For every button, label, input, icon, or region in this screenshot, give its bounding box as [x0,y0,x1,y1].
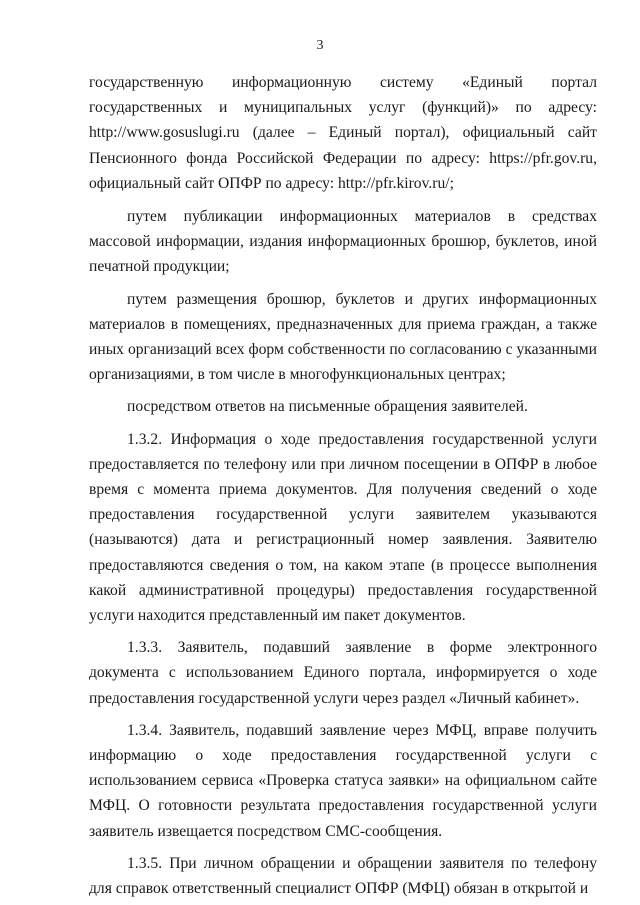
paragraph-brochures-placement: путем размещения брошюр, буклетов и других информационных материалов в помещениях, предназначенных для приема граждан, а также иных организаций всех форм собственности по согласованию с указанными организациями, в том числе в многофункциональных центрах; [89,290,597,384]
body-text [89,70,597,901]
paragraph-section-1-3-4: 1.3.4. Заявитель, подавший заявление через МФЦ, вправе получить информацию о ходе предоставления государственной услуги с использованием сервиса «Проверка статуса заявки» на официальном сайте МФЦ. О готовности результата предоставления государственной услуги заявитель извещается посредством СМС-сообщения. [89,721,597,840]
paragraph-media-publication: путем публикации информационных материалов в средствах массовой информации, издания информационных брошюр, буклетов, иной печатной продукции; [89,208,597,276]
paragraph-portal-addresses: государственную информационную систему «Единый портал государственных и муниципальных услуг (функций)» по адресу: http://www.gosuslugi.ru (далее – Единый портал), официальный сайт Пенсионного фонда Российской Федерации по адресу: https://pfr.gov.ru, официальный сайт ОПФР по адресу: http://pfr.kirov.ru/; [89,74,597,192]
paragraph-section-1-3-3: 1.3.3. Заявитель, подавший заявление в форме электронного документа с использованием Единого портала, информируется о ходе предоставления государственной услуги через раздел «Личный кабинет». [89,639,597,707]
page-number: 3 [316,38,324,53]
paragraph-section-1-3-5: 1.3.5. При личном обращении и обращении заявителя по телефону для справок ответственный специалист ОПФР (МФЦ) обязан в открытой и [89,854,597,898]
paragraph-written-answers: посредством ответов на письменные обращения заявителей. [127,398,528,416]
paragraph-section-1-3-2: 1.3.2. Информация о ходе предоставления государственной услуги предоставляется по телефону или при личном посещении в ОПФР в любое время с момента приема документов. Для получения сведений о ходе предоставления государственной услуги заявителем указываются (называются) дата и регистрационный номер заявления. Заявителю предоставляются сведения о том, на каком этапе (в процессе выполнения какой административной процедуры) предоставления государственной услуги находится представленный им пакет документов. [89,430,597,625]
